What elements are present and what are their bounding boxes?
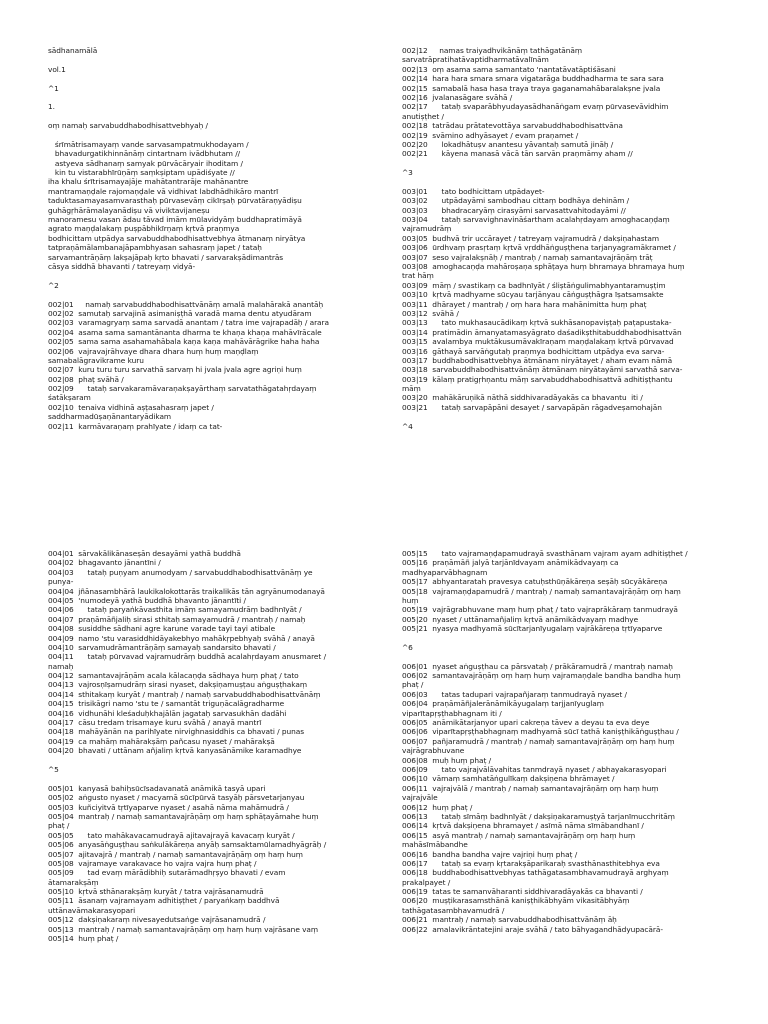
text-line: 002|09 tataḥ sarvakaramāvaraṇakṣayārthaṃ sarvatathāgatahṛdayaṃ <box>48 384 317 394</box>
text-line: 003|10 kṛtvā madhyame sūcyau tarjānyau cāṅguṣṭhāgra īṣatsamsakte <box>402 290 664 300</box>
text-line: 002|04 asama sama samantānanta dharma te khaṇa khaṇa mahāvīrācale <box>48 327 322 337</box>
text-line: māṃ <box>402 384 421 394</box>
document-page-1 <box>48 46 378 431</box>
text-line: 006|21 mantraḥ / namaḥ sarvabuddhabodhisattvānāṃ āḥ <box>402 915 617 925</box>
text-line: 006|18 buddhabodhisattvebhyas tathāgatasambhavamudrayā arghyaṃ <box>402 868 669 878</box>
text-line: 003|06 ūrdhvaṃ prasṛtaṃ kṛtvā vṛddhāṅguṣṭhena tarjanyagramākramet / <box>402 243 676 253</box>
text-line: 005|21 nyasya madhyamā sūcītarjanīyugalaṃ vajrākāreṇa tṛtīyaparve <box>402 624 663 634</box>
text-line: 005|02 aṅgusto nyaset / macyamā sūcīpūrvā tasyāḥ pārsvetarjanyau <box>48 793 305 803</box>
text-line: 002|19 svāmino adhyāsayet / evam praṇamet / <box>402 130 579 140</box>
text-line: 004|12 samantavajrāṇām acala kālacaṇḍa sādhaya huṃ phaṭ / tato <box>48 671 299 681</box>
text-line: 003|03 bhadracaryāṃ cirasyāmi sarvasattvahitodayāmi // <box>402 205 626 215</box>
text-line: 002|03 varamagryaṃ sama sarvadā anantam / tatra ime vajrapadāḥ / arara <box>48 318 330 328</box>
text-line: 005|20 nyaset / uttānamañjaliṃ kṛtvā anāmikādvayaṃ madhye <box>402 614 639 624</box>
text-line: 004|06 tataḥ paryaṅkāvasthita imāṃ samayamudrāṃ badhnīyāt / <box>48 605 302 615</box>
text-line: tatpraṇāmālambanajāpambhyasan sahasraṃ japet / tataḥ <box>48 243 262 253</box>
text-line: 004|19 ca mahāṃ mahārakṣāṃ pañcasu nyaset / mahārakṣā <box>48 736 275 746</box>
document-page-4 <box>402 549 732 934</box>
text-line: 003|14 pratimādin āmanyatamasyāgrato daśadikṣthitabuddhabodhisattvān <box>402 327 682 337</box>
text-line: 002|10 tenaiva vidhinā aṣṭasahasraṃ japet / <box>48 402 214 412</box>
text-line: 005|13 mantraḥ / namaḥ samantavajrāṇāṃ oṃ haṃ huṃ vajrāsane vaṃ <box>48 924 319 934</box>
text-line: vol.1 <box>48 64 66 74</box>
text-line: ātamarakṣāṃ <box>48 877 99 887</box>
text-line: mahāsīmābandhe <box>402 840 468 850</box>
text-line <box>48 55 378 64</box>
text-line: agrato maṇḍalakaṃ puṣpābhikīrṇaṃ kṛtvā praṇmya <box>48 224 240 234</box>
text-line: ^3 <box>402 168 413 178</box>
text-line: samabalāgravikrame kuru <box>48 355 144 365</box>
text-line: 003|09 māṃ / svastikaṃ ca badhnīyāt / śliṣtāṅgulimabhyantaramuṣṭim <box>402 280 666 290</box>
text-line: 003|18 sarvabuddhabodhisattvānāṃ ātmānam niryātayāmi sarvathā sarva- <box>402 365 683 375</box>
text-line: sarvatrāpratihatāvaptidharmatāvalīnām <box>402 55 549 65</box>
text-line: bodhicittam utpādya sarvabuddhabodhisattvebhya ātmanaṃ niryātya <box>48 233 306 243</box>
text-line: phaṭ / <box>48 821 70 831</box>
text-line: 002|13 oṃ asama sama samantato 'nantatāvatāptiśāsani <box>402 64 616 74</box>
document-page-2 <box>402 46 732 431</box>
text-line: vajramudrāṃ <box>402 224 452 234</box>
text-line: 005|12 dakṣiṇakaraṃ nivesayedutsaṅge vajrāsanamudrā / <box>48 915 266 925</box>
text-line: 005|07 ajitavajrā / mantraḥ / namaḥ samantavajrāṇāṃ oṃ haṃ huṃ <box>48 849 303 859</box>
text-line: 006|06 viparītapṛṣṭhabhagnaṃ madhyamā sūcī tathā kaniṣṭhikāṅguṣṭhau / <box>402 727 679 737</box>
text-line: 005|14 huṃ phaṭ / <box>48 934 119 944</box>
text-line: manoramesu vasan ādau tāvad imām mūlavidyāṃ buddhapratimāyā <box>48 215 302 225</box>
text-line: 005|09 tad evaṃ mārādibhiḥ sutarāmadhṛṣyo bhavati / evam <box>48 868 286 878</box>
text-line: 006|19 tatas te samanvāharanti siddhivaradāyakās ca bhavanti / <box>402 887 643 897</box>
text-line: 004|17 cāsu tredam trisamaye kuru svāhā / anayā mantrī <box>48 718 262 728</box>
text-line: 002|06 vajravajrāhvaye dhara dhara huṃ huṃ maṇḍlaṃ <box>48 346 259 356</box>
text-line <box>402 177 732 186</box>
text-line: 006|13 tataḥ sīmāṃ badhnīyāt / dakṣiṇakaramuṣṭyā tarjanīmucchritāṃ <box>402 811 675 821</box>
text-line: 004|11 tataḥ pūrvavad vajramudrāṃ buddhā acalahṛdayam anusmaret / <box>48 652 327 662</box>
text-line: anutiṣṭhet / <box>402 111 444 121</box>
text-line: 004|09 namo 'stu varasiddhidāyakebhyo mahākṛpebhyaḥ svāhā / anayā <box>48 633 315 643</box>
text-line: huṃ <box>402 595 419 605</box>
text-line: 005|16 praṇāmāñ jalyā tarjānīdvayam anāmikādvayaṃ ca <box>402 558 619 568</box>
text-line: 005|11 āsanaṃ vajramayam adhitiṣṭhet / paryaṅkaṃ baddhvā <box>48 896 280 906</box>
text-line: 004|16 vidhunāhi kleśaduḥkhajālān jagataḥ sarvasukhān dadāhi <box>48 708 287 718</box>
text-line: 003|01 tato bodhicittam utpādayet- <box>402 186 545 196</box>
text-line: 003|11 dhārayet / mantraḥ / oṃ hara hara mahānimitta huṃ phaṭ <box>402 299 647 309</box>
text-line: 003|04 tataḥ sarvavighnavināśartham acalahṛdayam amoghacaṇḍaṃ <box>402 215 670 225</box>
text-line: 002|07 kuru turu turu sarvathā sarvaṃ hi jvala jvala agre agriṇi huṃ <box>48 365 302 375</box>
text-line: 005|19 vajrāgrabhuvane maṃ huṃ phaṭ / tato vajraprākāraṃ tanmudrayā <box>402 605 678 615</box>
text-line: kin tu vistarabhīrūṇāṃ saṃkṣiptam upādiśyate // <box>48 168 235 178</box>
text-line: 004|07 praṇāmāñjaliḥ sirasi sthitaḥ samayamudrā / mantraḥ / namaḥ <box>48 614 306 624</box>
text-line: namaḥ <box>48 661 74 671</box>
text-line: 004|03 tataḥ puṇyam anumodyam / sarvabuddhabodhisattvānāṃ ye <box>48 567 313 577</box>
text-line: 004|10 sarvamudrāmantrāṇāṃ samayaḥ sandarsito bhavati / <box>48 642 276 652</box>
text-line: 002|16 jvalanasāgare svāhā / <box>402 92 513 102</box>
text-line: 003|05 budhvā trir uccārayet / tatreyaṃ vajramudrā / dakṣiṇahastam <box>402 233 660 243</box>
text-line: madhyaparvābhagnam <box>402 567 488 577</box>
text-line <box>48 131 378 140</box>
text-line: 005|03 kuñciyitvā tṛtīyaparve nyaset / asahā nāma mahāmudrā / <box>48 802 289 812</box>
text-line: 006|11 vajrajvālā / mantraḥ / namaḥ samantavajrāṇāṃ oṃ haṃ huṃ <box>402 783 659 793</box>
text-line: 004|01 sārvakālikānaseṣān desayāmi yathā buddhā <box>48 549 241 558</box>
text-line: 003|19 kālaṃ pratigṛhṇantu māṃ sarvabuddhabodhisattvā adhitiṣṭhantu <box>402 374 673 384</box>
text-line: 004|02 bhagavanto jānantīni / <box>48 558 161 568</box>
text-line: 006|15 asyā mantraḥ / namaḥ samantavajrāṇāṃ oṃ haṃ huṃ <box>402 830 636 840</box>
text-line: 003|21 tataḥ sarvapāpāni desayet / sarvapāpān rāgadveṣamohajān <box>402 402 662 412</box>
text-line: 005|10 kṛtvā sthānarakṣāṃ kuryāt / tatra vajrāsanamudrā <box>48 887 264 897</box>
text-line: 002|21 kāyena manasā vācā tān sarvān praṇmāmy aham // <box>402 149 633 159</box>
text-line: tathāgatasambhavamudrā / <box>402 905 505 915</box>
text-line: 006|07 pañjaramudrā / mantraḥ / namaḥ samantavajrāṇāṃ oṃ haṃ huṃ <box>402 736 675 746</box>
text-line: uttānavāmakarasyopari <box>48 905 136 915</box>
text-line: 006|14 kṛtvā dakṣiṇena bhramayet / asīmā nāma sīmābandhanī / <box>402 821 644 831</box>
text-line: 006|03 tatas tadupari vajrapañjaraṃ tanmudrayā nyaset / <box>402 689 627 699</box>
text-line <box>402 159 732 168</box>
text-line: ^2 <box>48 280 59 290</box>
text-line: 004|20 bhavati / uttānam añjaliṃ kṛtvā kanyasānāmike karamadhye <box>48 746 302 756</box>
document-page-3 <box>48 549 378 943</box>
text-line: 002|08 phaṭ svāhā / <box>48 374 124 384</box>
text-line: 006|09 tato vajrajvālāvahitas tanmdrayā nyaset / abhayakarasyopari <box>402 764 667 774</box>
text-line: 002|01 namaḥ sarvabuddhabodhisattvānāṃ amalā malahārakā anantāḥ <box>48 299 324 309</box>
text-line: 006|08 muḥ huṃ phaṭ / <box>402 755 492 765</box>
text-line <box>48 271 378 280</box>
text-line: 005|08 vajramaye varakavace ho vajra vajra huṃ phaṭ / <box>48 858 257 868</box>
text-line: 004|08 susiddhe sādhani agre karune varade tayi tayi atibale <box>48 624 276 634</box>
text-line: 006|16 bandha bandha vajre vajriṇi huṃ phaṭ / <box>402 849 578 859</box>
text-line: 003|17 buddhabodhisattvebhya ātmānam niryātayet / aham evam nāmā <box>402 355 673 365</box>
text-line: ^6 <box>402 642 413 652</box>
text-line: 002|11 karmāvaraṇaṃ prahīyate / idaṃ ca tat- <box>48 421 223 431</box>
text-line: 003|20 mahākāruṇikā nāthā siddhivaradāyakās ca bhavantu iti / <box>402 393 643 403</box>
text-line: punya- <box>48 577 74 587</box>
text-line: prakalpayet / <box>402 877 451 887</box>
text-line: 003|16 gāthayā sarvāṅgutaḥ praṇmya bodhicittam utpādya eva sarva- <box>402 346 665 356</box>
text-line: 003|08 amoghacaṇḍa mahāroṣaṇa sphāṭaya huṃ bhramaya bhramaya huṃ <box>402 261 685 271</box>
text-line <box>48 756 378 765</box>
text-line: phaṭ / <box>402 680 424 690</box>
text-line: 005|01 kanyasā bahiḥsūcīsadavanatā anāmikā tasyā upari <box>48 783 266 793</box>
text-line: 004|14 sthitakaṃ kuryāt / mantraḥ / namaḥ sarvabuddhabodhisattvānāṃ <box>48 689 321 699</box>
text-line: ^4 <box>402 421 413 431</box>
text-line: śatākṣaram <box>48 393 91 403</box>
text-line: 006|05 anāmikātarjanyor upari cakreṇa tāvev a deyau ta eva deye <box>402 718 650 728</box>
text-line: 002|12 namas traiyadhvikānāṃ tathāgatānāṃ <box>402 46 583 55</box>
text-line: 005|05 tato mahākavacamudrayā ajitavajrayā kavacaṃ kuryāt / <box>48 830 295 840</box>
text-line: 006|01 nyaset aṅguṣṭhau ca pārsvataḥ / prākāramudrā / mantraḥ namaḥ <box>402 661 673 671</box>
text-line: 002|14 hara hara smara smara vigatarāga buddhadharma te sara sara <box>402 74 664 84</box>
text-line: vajrajvāle <box>402 793 438 803</box>
text-line: 005|15 tato vajramaṇḍapamudrayā svasthānam vajram ayam adhitiṣṭhet / <box>402 549 688 558</box>
text-line: 003|15 avalambya muktākusumāvakīraṇam maṇḍalakaṃ kṛtvā pūrvavad <box>402 337 674 347</box>
text-line: 006|20 muṣṭikarasamsthānā kaniṣṭhikābhyām vikasitābhyāṃ <box>402 896 630 906</box>
text-line: 004|13 vajrosṇīṣamudrāṃ sirasi nyaset, dakṣiṇamuṣṭau aṅguṣṭhakaṃ <box>48 680 308 690</box>
text-line: taduktasamayasamvarasthaḥ pūrvasevāṃ cikīrṣaḥ pūrvatāraṇyādiṣu <box>48 196 302 206</box>
text-line: 006|12 huṃ phaṭ / <box>402 802 473 812</box>
text-line: 003|13 tato mukhasaucādikaṃ kṛtvā sukhāsanopaviṣṭaḥ paṭapustaka- <box>402 318 672 328</box>
text-line: 006|17 tataḥ sa evaṃ kṛtarakṣāparikaraḥ svasthānasthitebhya eva <box>402 858 660 868</box>
text-line: iha khalu śrītrisamayajāje mahātantrarāje mahānantre <box>48 177 249 187</box>
text-line: 004|05 'numodeyā yathā buddhā bhavanto jānantīti / <box>48 595 246 605</box>
text-line: 002|18 tatrādau prātatevottāya sarvabuddhabodhisattvāna <box>402 121 623 131</box>
text-line: 006|04 praṇāmāñjalerānāmikāyugalaṃ tarjjanīyuglaṃ <box>402 699 604 709</box>
text-line: sarvamantrāṇāṃ lakṣajāpaḥ kṛto bhavati / sarvarakṣādimantrās <box>48 252 284 262</box>
text-line: 004|04 jñānasambhārā laukikalokottarās traikalikās tān agryānumodanayā <box>48 586 325 596</box>
text-line: 006|02 samantavajrāṇāṃ oṃ haṃ huṃ vajramaṇḍale bandha bandha huṃ <box>402 671 681 681</box>
text-line: 004|18 mahāyānān na parihīyate nirvighnasiddhis ca bhavati / punas <box>48 727 305 737</box>
text-line: 005|18 vajramaṇḍapamudrā / mantraḥ / namaḥ samantavajrāṇāṃ oṃ haṃ <box>402 586 681 596</box>
text-line: 002|20 lokadhātuṣv anantesu yāvantaḥ samutā jināḥ / <box>402 139 614 149</box>
text-line: ^1 <box>48 83 59 93</box>
text-line: viparītapṛṣṭhabhagnam iti / <box>402 708 502 718</box>
text-line: trat hāṃ <box>402 271 434 281</box>
text-line: 002|15 samabalā hasa hasa traya traya gaganamahābaralakṣne jvala <box>402 83 661 93</box>
text-line <box>402 652 732 661</box>
text-line <box>48 774 378 783</box>
text-line: 003|07 seso vajralakṣnāḥ / mantraḥ / namaḥ samantavajrāṇāṃ trāṭ <box>402 252 653 262</box>
text-line <box>402 634 732 643</box>
text-line: 003|12 svāhā / <box>402 308 459 318</box>
text-line: mantramaṇḍale rajomaṇḍale vā vidhivat labdhādhikāro mantrī <box>48 186 279 196</box>
text-line: sādhanamālā <box>48 46 98 55</box>
text-line: ^5 <box>48 764 59 774</box>
text-line: śrīmātrisamayaṃ vande sarvasampatmukhodayam / <box>48 139 249 149</box>
text-line: 006|10 vāmaṃ samhatāṅgulīkaṃ dakṣiṇena bhrāmayet / <box>402 774 615 784</box>
text-line: astyeva sādhanaṃ samyak pūrvācāryair ihoditam / <box>48 158 243 168</box>
text-line: 005|17 abhyantaratah pravesya catuḥsthūṇākāreṇa seṣāḥ sūcyākāreṇa <box>402 577 668 587</box>
text-line: 002|05 sama sama asahamahābala kaṇa kaṇa mahāvārāgrike haha haha <box>48 337 320 347</box>
text-line: cāsya siddhā bhavanti / tatreyaṃ vidyā- <box>48 261 196 271</box>
text-line: 005|06 anyasāṅguṣṭhau saṅkulākāreṇa anyāḥ samsaktamūlamadhyāgrāḥ / <box>48 840 327 850</box>
text-line: 1. <box>48 102 55 112</box>
text-line: 002|17 tataḥ svaparābhyudayasādhanāṅgam evaṃ pūrvasevāvidhim <box>402 102 669 112</box>
text-line: 006|22 amalavikrāntatejini araje svāhā / tato bāhyagandhādyupacārā- <box>402 924 663 934</box>
text-line: 003|02 utpādayāmi sambodhau cittaṃ bodhāya dehinām / <box>402 196 630 206</box>
text-line: bhavadurgatikhinnānāṃ cintartnam ivādbhutam // <box>48 149 241 159</box>
text-line: saddharmadūṣaṇānantaryādikam <box>48 412 172 422</box>
text-line: 005|04 mantraḥ / namaḥ samantavajrāṇāṃ oṃ haṃ sphāṭayāmahe huṃ <box>48 811 319 821</box>
text-line: oṃ namaḥ sarvabuddhabodhisattvebhyaḥ / <box>48 121 208 131</box>
text-line <box>402 412 732 421</box>
text-line <box>48 74 378 83</box>
text-line: guhāgṛhārāmalayanādiṣu vā viviktavijaneṣu <box>48 205 210 215</box>
text-line <box>48 93 378 102</box>
text-line: 002|02 samutaḥ sarvajinā asimaniṣṭhā varadā mama dentu atyudāram <box>48 308 312 318</box>
text-line <box>48 290 378 299</box>
text-line: vajrāgrabhuvane <box>402 746 465 756</box>
text-line: 004|15 trisikāgri namo 'stu te / samantāt triguṇācalāgradharme <box>48 699 285 709</box>
text-line <box>48 112 378 121</box>
